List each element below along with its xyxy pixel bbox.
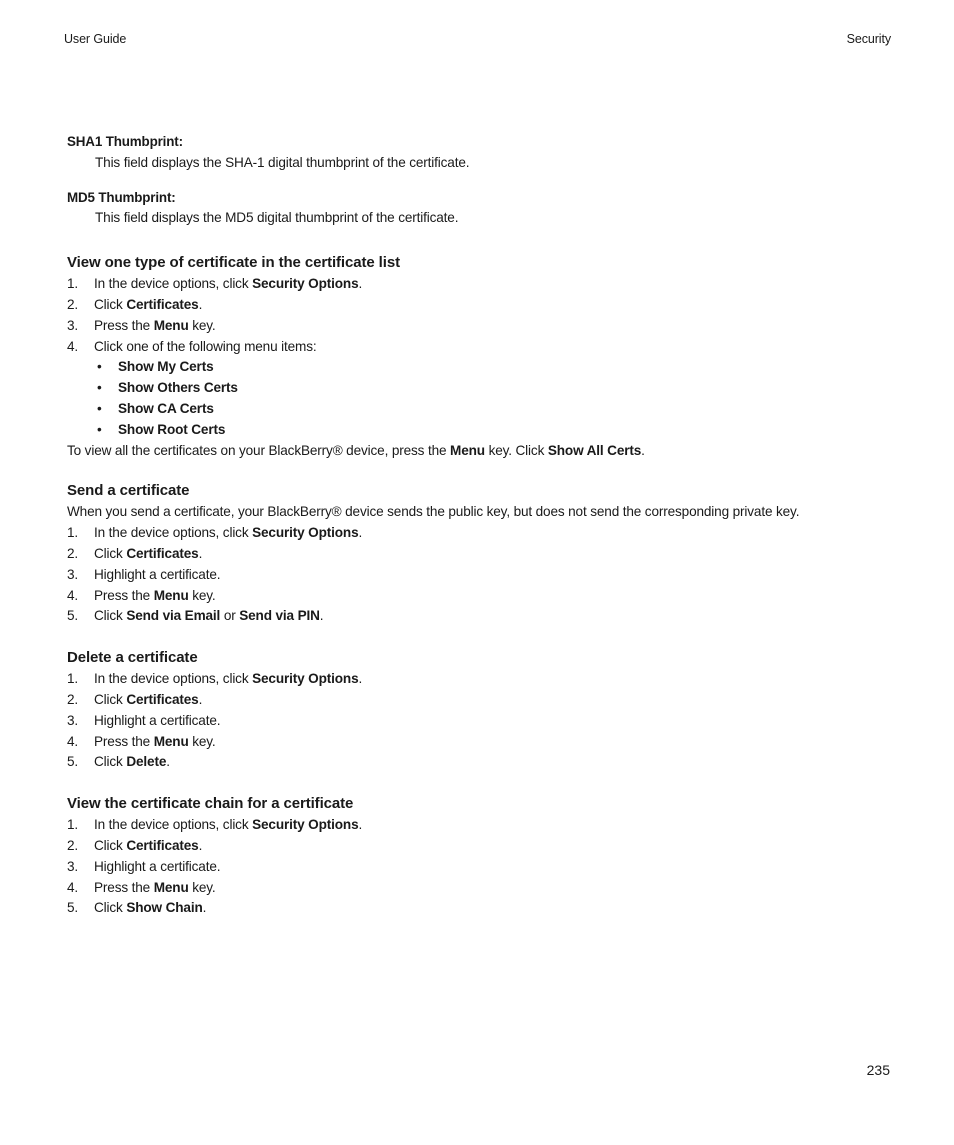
step-text: Click [94, 296, 127, 312]
step-ui-term: Certificates [126, 691, 199, 707]
step-number: 3. [67, 858, 79, 874]
note-text: To view all the certificates on your BlackBerry® device, press the [67, 442, 451, 458]
step-number: 4. [67, 733, 79, 749]
step-ui-term: Security Options [252, 671, 359, 687]
step-ui-term: Show Chain [126, 900, 203, 916]
step-text: . [358, 817, 363, 833]
step-text: Press the [94, 587, 154, 603]
step-text: . [319, 608, 324, 624]
step-text: Press the [94, 879, 154, 895]
step-item [67, 337, 887, 441]
step-ui-term: Security Options [252, 817, 359, 833]
step-text: . [198, 837, 203, 853]
step-text: Click [94, 754, 127, 770]
step-number: 5. [67, 900, 79, 916]
step-ui-term: Menu [153, 879, 189, 895]
step-text: Click [94, 691, 127, 707]
section-title: Send a certificate [67, 482, 190, 500]
step-text: In the device options, click [94, 276, 253, 292]
step-text: Highlight a certificate. [94, 712, 221, 728]
step-number: 5. [67, 608, 79, 624]
header-section-title: Security [846, 32, 891, 46]
note-text: . [641, 442, 645, 458]
step-text: Click [94, 545, 127, 561]
step-text: In the device options, click [94, 817, 253, 833]
step-item [67, 752, 887, 773]
step-ui-term: Menu [153, 733, 189, 749]
step-text: . [358, 525, 363, 541]
step-number: 1. [67, 525, 79, 541]
step-text: Click [94, 900, 127, 916]
step-number: 4. [67, 587, 79, 603]
bullet-icon: • [97, 400, 102, 416]
page-number: 235 [866, 1062, 890, 1078]
menu-item-label: Show Others Certs [118, 380, 238, 396]
step-text: Click one of the following menu items: [94, 338, 317, 354]
section-title: Delete a certificate [67, 649, 198, 667]
step-item [67, 544, 887, 565]
section-title: View one type of certificate in the certificate list [67, 254, 400, 272]
section-send [67, 480, 887, 627]
step-item [67, 565, 887, 586]
step-text: . [358, 276, 363, 292]
step-item [67, 586, 887, 607]
step-text: In the device options, click [94, 671, 253, 687]
menu-item-label: Show My Certs [118, 359, 214, 375]
step-text: Click [94, 608, 127, 624]
field-label: SHA1 Thumbprint: [67, 134, 183, 149]
step-number: 4. [67, 338, 79, 354]
bullet-icon: • [97, 380, 102, 396]
step-text: . [198, 296, 203, 312]
step-text: key. [188, 879, 216, 895]
bullet-icon: • [97, 359, 102, 375]
note-ui-term: Show All Certs [547, 442, 642, 458]
note-show-all-certs [67, 441, 887, 462]
step-item [67, 815, 887, 836]
step-ui-term: Certificates [126, 837, 199, 853]
field-description: This field displays the SHA-1 digital thumbprint of the certificate. [95, 154, 470, 170]
field-label: MD5 Thumbprint: [67, 189, 176, 205]
step-item [67, 690, 887, 711]
step-item [67, 295, 887, 316]
step-ui-term: Security Options [252, 276, 359, 292]
step-ui-term: Delete [126, 754, 167, 770]
step-ui-term: Menu [153, 317, 189, 333]
step-number: 3. [67, 317, 79, 333]
step-number: 5. [67, 754, 79, 770]
step-number: 3. [67, 566, 79, 582]
menu-item-list [94, 357, 887, 440]
step-number: 1. [67, 817, 79, 833]
step-text: Press the [94, 317, 154, 333]
step-number: 2. [67, 837, 79, 853]
note-text: key. Click [484, 442, 548, 458]
section-intro: When you send a certificate, your BlackBerry® device sends the public key, but does not send the corresponding private key. [67, 504, 800, 520]
step-text: key. [188, 317, 216, 333]
page-header [64, 32, 891, 50]
field-description: This field displays the MD5 digital thumbprint of the certificate. [95, 210, 459, 226]
section-delete [67, 647, 887, 773]
step-ui-term: Certificates [126, 545, 199, 561]
step-ui-term: Send via PIN [239, 608, 320, 624]
step-item [67, 523, 887, 544]
step-ui-term: Send via Email [126, 608, 221, 624]
step-number: 1. [67, 276, 79, 292]
step-item [67, 732, 887, 753]
step-item [67, 316, 887, 337]
menu-item-label: Show Root Certs [118, 421, 226, 437]
step-list [67, 523, 887, 627]
step-number: 2. [67, 296, 79, 312]
bullet-icon: • [97, 421, 102, 437]
step-ui-term: Menu [153, 587, 189, 603]
menu-item-label: Show CA Certs [118, 400, 214, 416]
menu-item-show-others-certs [96, 378, 887, 399]
step-item [67, 274, 887, 295]
step-text: Highlight a certificate. [94, 566, 221, 582]
step-ui-term: Certificates [126, 296, 199, 312]
section-view-type [67, 252, 887, 461]
step-item [67, 857, 887, 878]
step-text: . [166, 754, 170, 770]
field-md5 [67, 188, 887, 230]
field-sha1 [67, 132, 887, 174]
step-number: 4. [67, 879, 79, 895]
menu-item-show-my-certs [96, 357, 887, 378]
page-content [67, 132, 887, 919]
step-item [67, 878, 887, 899]
menu-item-show-ca-certs [96, 399, 887, 420]
step-list [67, 669, 887, 773]
step-text: . [198, 691, 203, 707]
step-text: Highlight a certificate. [94, 858, 221, 874]
header-doc-title: User Guide [64, 32, 127, 46]
step-text: Press the [94, 733, 154, 749]
step-item [67, 836, 887, 857]
section-title: View the certificate chain for a certificate [67, 795, 354, 813]
step-text: In the device options, click [94, 525, 253, 541]
step-item [67, 669, 887, 690]
step-text: or [220, 608, 240, 624]
step-text: . [198, 545, 203, 561]
step-list [67, 274, 887, 440]
step-number: 2. [67, 545, 79, 561]
menu-item-show-root-certs [96, 420, 887, 441]
step-number: 2. [67, 691, 79, 707]
step-text: key. [188, 733, 216, 749]
step-text: Click [94, 837, 127, 853]
step-text: key. [188, 587, 216, 603]
step-item [67, 711, 887, 732]
step-number: 3. [67, 712, 79, 728]
note-ui-term: Menu [450, 442, 485, 458]
step-ui-term: Security Options [252, 525, 359, 541]
step-item [67, 606, 887, 627]
section-view-chain [67, 793, 887, 919]
step-text: . [358, 671, 363, 687]
step-item [67, 898, 887, 919]
step-list [67, 815, 887, 919]
step-number: 1. [67, 671, 79, 687]
step-text: . [202, 900, 207, 916]
